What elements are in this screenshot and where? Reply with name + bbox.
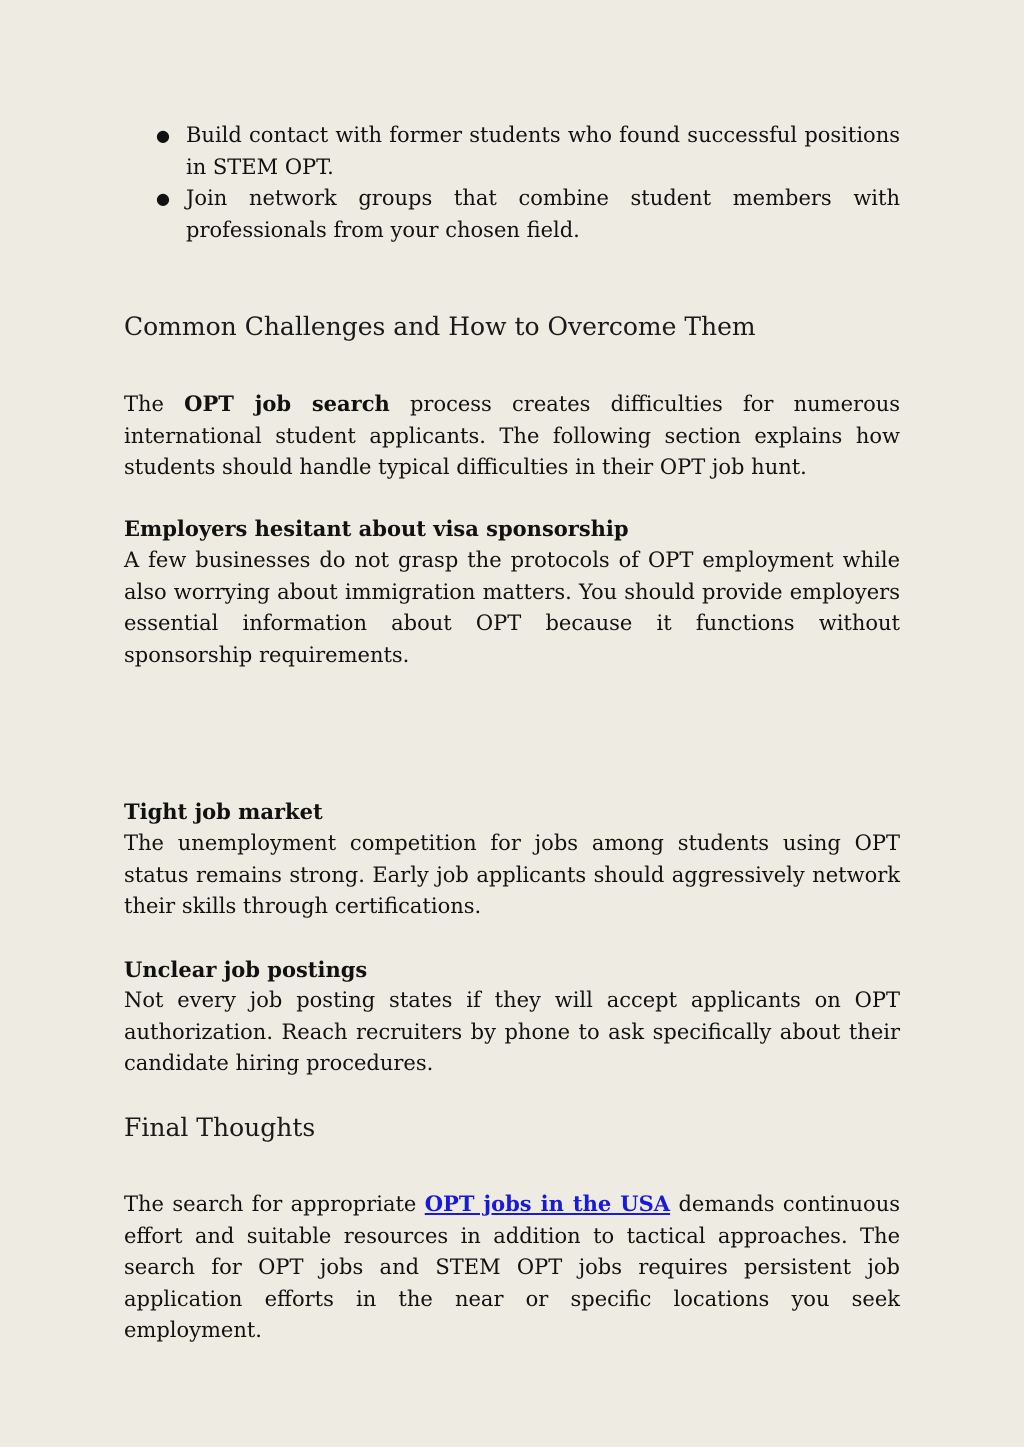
list-item-text: Build contact with former students who found successful positions in STEM OPT. [186, 123, 900, 179]
final-text-start: The search for appropriate [124, 1192, 425, 1216]
bullet-list [124, 120, 900, 246]
unclear-postings-body: Not every job posting states if they will accept applicants on OPT authorization. Reach recruiters by phone to ask specifically about their candidate hiring procedures. [124, 988, 900, 1075]
bullet-icon: ● [156, 189, 170, 208]
intro-bold-text: OPT job search [184, 391, 390, 416]
final-thoughts-heading: Final Thoughts [124, 1113, 316, 1142]
bullet-icon: ● [156, 126, 170, 145]
list-item [124, 183, 900, 246]
final-thoughts-body [124, 1188, 900, 1347]
visa-sponsorship-title: Employers hesitant about visa sponsorship [124, 516, 629, 541]
intro-text-start: The [124, 392, 185, 416]
opt-jobs-usa-link[interactable]: OPT jobs in the USA [424, 1191, 671, 1216]
final-text-end: demands continuous effort and suitable resources in addition to tactical approaches. The search for OPT jobs and STEM OPT jobs requires persistent job application efforts in the near or specific locations you seek employment. [124, 1192, 901, 1342]
challenges-heading: Common Challenges and How to Overcome Them [124, 312, 756, 341]
challenges-intro [124, 388, 900, 484]
list-item [124, 120, 900, 183]
tight-market-title: Tight job market [124, 799, 323, 824]
list-item-text: Join network groups that combine student members with professionals from your chosen field. [186, 186, 900, 242]
unclear-postings-title: Unclear job postings [124, 957, 368, 982]
intro-text-end: process creates difficulties for numerous international student applicants. The following section explains how students should handle typical difficulties in their OPT job hunt. [124, 392, 901, 479]
tight-market-body: The unemployment competition for jobs among students using OPT status remains strong. Early job applicants should aggressively network their skills through certifications. [124, 831, 900, 918]
visa-sponsorship-body: A few businesses do not grasp the protocols of OPT employment while also worrying about immigration matters. You should provide employers essential information about OPT because it functions without sponsorship requirements. [124, 548, 900, 667]
